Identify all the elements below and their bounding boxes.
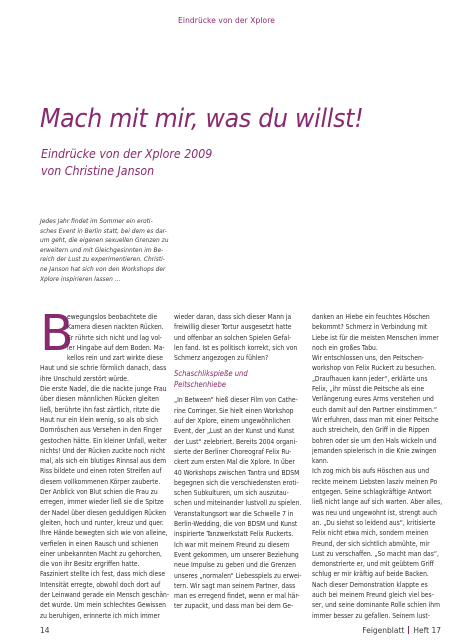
body-line: Riss bildete und einen roten Streifen auf — [40, 467, 162, 476]
body-line: Nach dieser Demonstration klappte es — [312, 580, 428, 589]
body-line: Wir erfuhren, dass man mit einer Peitsche — [312, 415, 439, 424]
body-line: gestochen hätte. Ein kleiner Unfall, weiter — [40, 436, 167, 445]
body-line: ckert zum ersten Mal die Xplore. In über — [174, 458, 295, 467]
body-line: erregen, immer wieder ließ sie die Spitze — [40, 498, 164, 507]
intro-line: Jedes Jahr findet im Sommer ein eroti- — [40, 219, 153, 225]
body-line: verfielen in einen Rausch und schienen — [40, 539, 159, 548]
article-title: Mach mit mir, was du willst! — [40, 104, 364, 134]
body-line: Die erste Nadel, die die nackte junge Frau — [40, 385, 167, 394]
body-line: entgegen. Seine schlagkräftige Antwort — [312, 488, 432, 497]
body-line: auch streicheln, den Griff in die Rippen — [312, 426, 430, 435]
body-line: wieder daran, dass sich dieser Mann ja — [174, 313, 292, 321]
issue-number: Heft 17 — [413, 626, 441, 635]
section-subheading: Peitschenhiebe — [174, 380, 227, 390]
body-line: neue Impulse zu geben und die Grenzen — [174, 561, 296, 570]
body-line: tern. Wir sagt man seinem Partner, dass — [174, 581, 296, 590]
body-line: kann. — [312, 457, 329, 466]
body-line: workshop von Felix Ruckert zu besuchen. — [312, 364, 437, 373]
drop-cap: B — [40, 305, 74, 362]
author-line: von Christine Janson — [41, 164, 155, 178]
body-line: Ihre Hände bewegten sich wie von alleine, — [40, 529, 168, 538]
body-line: Haut und sie schrie förmlich danach, dass — [40, 364, 167, 373]
body-line: mal, als sich ein blutiges Rinnsal aus dem — [40, 457, 167, 466]
body-line: schen und miteinander lustvoll zu spielen. — [174, 499, 302, 508]
body-line: ließ, berührte ihn fast zärtlich, ritzte die — [40, 405, 160, 414]
footer-separator — [408, 626, 409, 634]
article-subtitle — [41, 146, 409, 180]
body-line: Haut nur ein klein wenig, so als ob sich — [40, 415, 158, 424]
body-line: schlug er mir kräftig auf beide Backen. — [312, 570, 429, 579]
body-line: Intensität erregte, obwohl doch dort auf — [40, 580, 161, 589]
body-line: Berlin-Wedding, die von BDSM und Kunst — [174, 520, 298, 529]
body-line: der Lust“ zelebriert. Bereits 2004 organi- — [174, 437, 298, 446]
intro-line: sches Event in Berlin statt, bei dem es dar- — [40, 228, 167, 235]
body-line: Felix, „ihr müsst die Peitsche als eine — [312, 385, 425, 394]
subtitle-line: Eindrücke von der Xplore 2009 — [41, 147, 213, 161]
magazine-name: Feigenblatt — [362, 626, 405, 635]
section-subheading: Schaschlikspieße und — [174, 369, 248, 379]
running-head: Eindrücke von der Xplore — [178, 16, 275, 25]
body-line: gleiten, hoch und runter, kreuz und quer. — [40, 518, 164, 527]
body-line: kellos rein und zart wirkte diese — [67, 354, 163, 363]
column-3 — [312, 312, 443, 621]
body-line: der Leinwand gerade ein Mensch geschän- — [40, 591, 170, 600]
body-line: zu beruhigen, erinnerte ich mich immer — [40, 611, 160, 620]
body-line: ser, und seine dominante Rolle schien ihm — [312, 601, 440, 610]
body-line: freiwillig dieser Tortur ausgesetzt hatte — [174, 323, 292, 332]
body-line: Event, der „Lust an der Kunst und Kunst — [174, 427, 295, 436]
body-line: sierte der Berliner Choreograf Felix Ru- — [174, 447, 292, 456]
footer-brand — [362, 626, 441, 635]
body-line: ter zupackt, und dass man bei dem Ge- — [174, 602, 294, 611]
column-2 — [174, 312, 306, 612]
body-line: unseres „normalen“ Liebesspiels zu erwei- — [174, 571, 302, 580]
body-line: reckte meinem Liebsten lasziv meinen Po — [312, 477, 438, 486]
body-line: ewegungslos beobachtete die — [67, 313, 158, 321]
intro-line: reich der Lust zu experimentieren. Christi- — [40, 257, 165, 264]
body-line: die von ihr Besitz ergriffen hatte. — [40, 560, 140, 569]
body-line: ließ nicht lange auf sich warten. Aber alles, — [312, 498, 443, 507]
body-line: 40 Workshops zwischen Tantra und BDSM — [174, 468, 300, 477]
body-line: einer unbekannten Macht zu gehorchen, — [40, 549, 162, 558]
body-line: Schmerz angezogen zu fühlen? — [174, 354, 269, 363]
body-line: der Nadel über diesen geduldigen Rücken — [40, 508, 167, 517]
body-line: „Draufhauen kann jeder“, erklärte uns — [312, 374, 428, 383]
body-line: demonstrierte er, und mit geübtem Griff — [312, 560, 434, 569]
body-line: Felix nicht etwa mich, sondern meinen — [312, 529, 429, 538]
body-line: danken an Hiebe ein feuchtes Höschen — [312, 313, 430, 321]
body-line: ler Hingabe auf dem Boden. Ma- — [67, 343, 165, 352]
body-line: „In Between“ hieß dieser Film von Cathe- — [174, 396, 298, 405]
body-line: rine Corringer. Sie hielt einen Workshop — [174, 406, 294, 415]
column-1 — [40, 305, 173, 621]
body-line: auf der Xplore, einem ungewöhnlichen — [174, 417, 291, 426]
body-line: Der Anblick von Blut schien die Frau zu — [40, 488, 158, 497]
body-line: nichts! Und der Rücken zuckte noch nicht — [40, 446, 166, 455]
body-line: ihre Unschuld zerstört würde. — [40, 374, 129, 383]
body-line: Ich zog mich bis aufs Höschen aus und — [312, 467, 430, 476]
body-line: Verlängerung eures Arms verstehen und — [312, 395, 434, 404]
intro-line: um geht, die eigenen sexuellen Grenzen zu — [40, 238, 169, 245]
body-line: diesem vollkommenen Körper zauberte. — [40, 477, 161, 486]
body-line: Freund, der sich sichtlich abmühte, mir — [312, 539, 430, 548]
page-number: 14 — [40, 626, 50, 635]
intro-line: ne Janson hat sich von den Workshops der — [40, 266, 166, 273]
intro-line: Xplore inspirieren lassen ... — [40, 276, 121, 283]
body-line: inspirierte Tanzwerkstatt Felix Ruckerts. — [174, 530, 294, 539]
body-line: Ich war mit meinem Freund zu diesem — [174, 540, 290, 549]
body-line: über diesen männlichen Rücken gleiten — [40, 395, 159, 404]
body-line: len fand. Ist es politisch korrekt, sich von — [174, 343, 298, 352]
body-line: bohren oder sie um den Hals wickeln und — [312, 436, 437, 445]
body-line: was neu und ungewohnt ist, strengt auch — [312, 508, 437, 517]
body-line: Kamera diesen nackten Rücken. — [67, 323, 164, 332]
body-line: auch bei meinem Freund gleich viel bes- — [312, 591, 434, 600]
body-line: Event gekommen, um unserer Beziehung — [174, 550, 299, 559]
body-line: Liebe ist für die meisten Menschen immer — [312, 333, 439, 342]
intro-line: erweitern und mit Gleichgesinnten im Be- — [40, 247, 164, 254]
body-line: noch ein großes Tabu. — [312, 343, 378, 352]
body-line: an. „Du siehst so leidend aus“, kritisierte — [312, 518, 436, 527]
body-line: jemanden spielerisch in die Knie zwingen — [312, 446, 437, 455]
body-line: immer besser zu gefallen. Seinem lust- — [312, 611, 430, 620]
body-line: man es erregend findet, wenn er mal här- — [174, 592, 300, 601]
body-line: Er rührte sich nicht und lag vol- — [67, 333, 162, 342]
body-line: det wurde. Um mein schlechtes Gewissen — [40, 601, 166, 610]
body-line: Wir entschlossen uns, den Peitschen- — [312, 354, 424, 363]
body-line: euch damit auf den Partner einstimmen.“ — [312, 405, 437, 414]
body-line: und offenbar an solchen Spielen Gefal- — [174, 333, 292, 342]
body-line: Fasziniert stellte ich fest, dass mich diese — [40, 570, 166, 579]
body-line: Dornröschen aus Versehen in den Finger — [40, 426, 162, 435]
body-line: bekommt? Schmerz in Verbindung mit — [312, 323, 428, 332]
body-line: Lust zu verschaffen. „So macht man das“, — [312, 549, 439, 558]
body-line: schen Subkulturen, um sich auszutau- — [174, 489, 289, 498]
intro-paragraph — [40, 218, 169, 285]
body-line: Veranstaltungsort war die Schwelle 7 in — [174, 509, 294, 518]
body-line: begegnen sich die verschiedensten eroti- — [174, 478, 299, 487]
